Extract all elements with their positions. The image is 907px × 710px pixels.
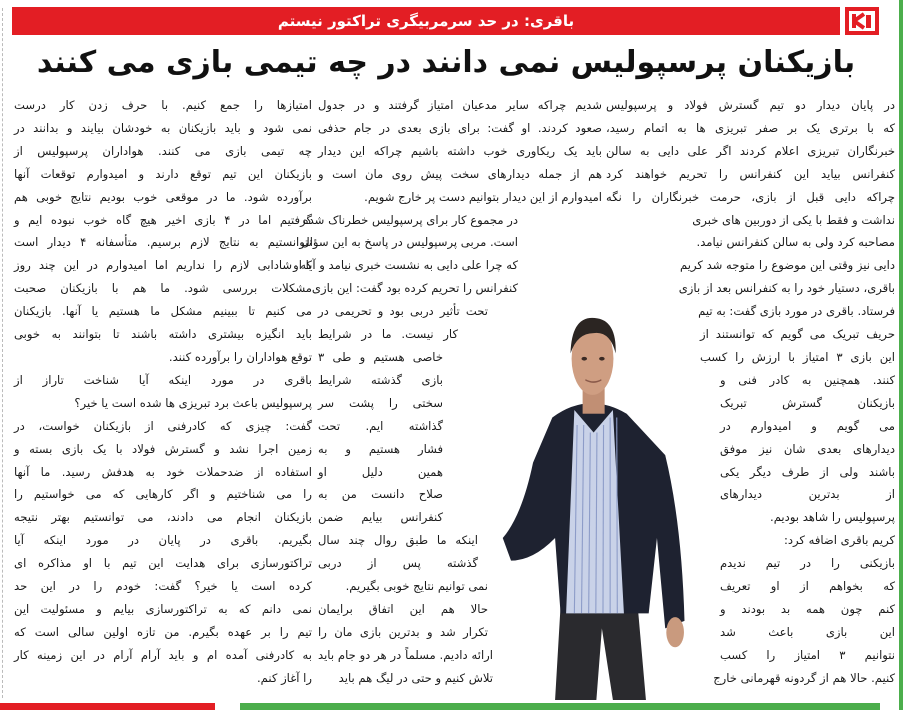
article-text-line: کار نیست. ما در شرایط (318, 327, 458, 342)
article-text-line: فشار هستیم و به (318, 441, 443, 456)
article-text-line: باشند ولی از طرف دیگر یکی (720, 464, 895, 479)
article-photo-coach (500, 312, 690, 700)
article-text-line: می کنیم تا ببینیم مشکل ما هستیم یا آنها. بازیکنان (14, 304, 312, 319)
section-color-bar (899, 0, 903, 710)
article-text-line: که چرا علی دایی به نشست خبری نیامد و آیا او (293, 258, 518, 273)
article-text-line: هم از جمله دیدارهای سخت پیش روی مان است و (318, 166, 602, 181)
article-text-line: تلاش کنیم و حتی در لیگ هم باید (338, 670, 493, 685)
article-text-line: استفاده از ضدحملات خود به هدفش رسید. ما آنها (14, 464, 312, 479)
article-text-line: باقری در مورد اینکه آیا شناخت تاراز از (14, 372, 312, 387)
article-text-line: گفت: چیزی که کادرفنی از بازیکنان خواست، در (14, 418, 312, 433)
page-border (2, 8, 3, 698)
article-text-line: نمی توانیم نتایج خوبی بگیریم. (345, 579, 488, 594)
article-text-line: پرسپولیس باعث برد تبریزی ها شده است یا خیر؟ (74, 395, 312, 410)
article-text-line: برآورده شود. ما در موقعی خوب بودیم نتایج خوبی هم (14, 189, 312, 204)
article-text-line: کنند. همچنین به کادر فنی و (720, 372, 895, 387)
newspaper-logo-icon (845, 7, 879, 35)
article-text-line: از بدترین دیدارهای (720, 487, 895, 502)
article-text-line: کرده است یا خیر؟ گفت: خودم را در این حد (14, 579, 312, 594)
article-text-line: این بازی ۳ امتیاز با ارزش را کسب (700, 349, 895, 364)
article-text-line: بازیکنی را در تیم ندیدم (720, 556, 895, 571)
article-text-line: بگیریم. باقری در پایان در مورد اینکه آیا (14, 533, 312, 548)
article-text-line: کنم چون همه بد بودند و (720, 601, 895, 616)
article-text-line: توقع هواداران را برآورده کنند. (168, 349, 312, 364)
article-text-line: بازیکنان این تیم توقع دارند و امیدوارم توقعات آنها (14, 166, 312, 181)
article-text-line: بازیکنان گسترش تبریک (720, 395, 895, 410)
article-text-line: باید انگیزه بیشتری داشته باشند تا بتوانند به خوبی (14, 327, 312, 342)
article-headline: بازیکنان پرسپولیس نمی دانند در چه تیمی بازی می کنند (36, 45, 856, 80)
article-text-line: نتوانیم ۳ امتیاز را کسب (720, 647, 896, 662)
article-text-line: پرسپولیس را شاهد بودیم. (770, 510, 895, 525)
article-text-line: بازیکنان انجام می دادند، می توانستیم بهتر نتیجه (14, 510, 312, 525)
article-text-line: بازی گذشته شرایط (318, 372, 443, 387)
article-kicker: باقری: در حد سرمربیگری تراکتور نیستم (12, 7, 840, 35)
article-text-line: صعود کردند. او گفت: برای بازی بعدی در جام حذفی (318, 120, 602, 135)
article-text-line: در پایان دیدار دو تیم گسترش فولاد و پرسپولیس (606, 98, 895, 112)
article-text-line: خبرنگاران تبریزی اعلام کردند اگر علی دایی به سالن (606, 143, 895, 158)
article-text-line: باقری، دستیار خود را به کنفرانس بعد از بازی (678, 281, 895, 296)
article-text-line: ارائه دادیم. مسلماً در هر دو جام باید (318, 647, 493, 662)
next-article-bar-red (0, 703, 215, 710)
article-text-line: حالا هم این اتفاق برایمان (318, 601, 488, 616)
article-text-line: امیدوارم از این دیدار بتوانیم دست پر خارج شویم. (364, 189, 602, 204)
article-text-line: زمین اجرا نشد و گسترش فولاد با یک بازی بسته و (14, 441, 312, 456)
article-text-line: که با برتری یک بر صفر تبریزی ها به اتمام رسید، (606, 120, 895, 135)
article-text-line: دایی نیز وقتی این موضوع را متوجه شد کریم (680, 258, 895, 273)
article-text-line: خاصی هستیم و طی ۳ (318, 349, 443, 364)
article-text-line: تحت تأثیر دربی بود و تحریمی در (318, 304, 488, 319)
article-text-line: اینکه ما طبق روال چند سال (318, 533, 478, 548)
article-text-line: تیم را بر عهده بگیرم. من تازه اولین سالی است که (14, 624, 312, 639)
article-text-line: صلاح دانست من به (318, 487, 443, 502)
article-text-line: را می شناختیم و اگر کارهایی که می خواستیم را (14, 487, 312, 502)
article-text-line: این بازی باعث شد (720, 624, 895, 639)
article-text-line: تکرار شد و بدترین بازی مان را (318, 624, 488, 639)
article-text-line: به کادرفنی آمده ام و باید آرام آرام در این زمینه کار (14, 647, 312, 662)
article-text-line: کنیم. حالا هم از گردونه قهرمانی خارج (713, 670, 895, 685)
article-text-line: است. مربی پرسپولیس در پاسخ به این سؤال (301, 235, 518, 250)
article-text-line: می گویم و امیدوارم در (720, 418, 895, 433)
article-text-line: چه تیمی بازی می کنند. هواداران پرسپولیس از (14, 143, 312, 158)
article-text-line: کریم باقری اضافه کرد: (783, 533, 895, 548)
article-text-line: امتیازها را جمع کنیم. با حرف زدن کار درست (14, 98, 312, 112)
article-text-line: شدیم چراکه سایر مدعیان امتیاز گرفتند و در جدول (318, 98, 602, 112)
article-text-line: نمی شود و باید بازیکنان به خودشان بیایند و بدانند در (14, 120, 312, 135)
article-text-line: که شادابی لازم را نداریم اما امیدوارم در این چند روز (14, 258, 312, 273)
article-text-line: همین دلیل او (318, 464, 443, 479)
article-text-line: سختی را پشت سر (318, 395, 443, 410)
article-text-line: را آغاز کنم. (256, 670, 312, 685)
article-text-line: کنفرانس را تحریم کرده بود گفت: این بازی (311, 281, 518, 296)
article-text-line: باید یک ریکاوری خوب داشته باشیم چراکه این دیدار (318, 143, 602, 158)
article-text-line: نتوانستیم به نتایج لازم برسیم. متأسفانه ۴ دیدار است (14, 235, 312, 250)
article-text-line: گذاشته ایم. تحت (318, 418, 443, 433)
article-text-line: تراکتورسازی برای هدایت این تیم با او مذاکره ای (14, 556, 312, 571)
article-text-line: در مجموع کار برای پرسپولیس خطرناک شده (302, 212, 518, 227)
article-text-line: چراکه دایی قبل از بازی، حرمت خبرنگاران را نگه (606, 189, 895, 204)
article-text-line: گذشته پس از دربی (318, 556, 478, 571)
article-text-line: گرفتیم اما در ۴ بازی اخیر هیچ گاه خوب نبوده ایم و (14, 212, 312, 227)
article-text-line: کنفرانس بیایم ضمن (318, 510, 443, 525)
article-text-line: مصاحبه کرد ولی به سالن کنفرانس نیامد. (696, 235, 895, 250)
article-column-left (14, 94, 312, 690)
next-article-bar-green (240, 703, 880, 710)
article-text-line: فرستاد. باقری در مورد بازی گفت: به تیم (698, 304, 895, 319)
article-text-line: دیدارهای بعدی شان نیز موفق (720, 441, 895, 456)
article-text-line: کنفرانس بیاید این کنفرانس را تحریم خواهند کرد (606, 166, 895, 181)
article-text-line: مشکلات بررسی شود. ما هم با بازیکنان صحبت (14, 281, 312, 296)
article-text-line: نمی دانم که به تراکتورسازی بیایم و مسئولیت این (14, 601, 312, 616)
article-text-line: که بخواهم از او تعریف (720, 579, 895, 594)
article-text-line: نداشت و فقط با یکی از دوربین های خبری (692, 212, 895, 227)
article-text-line: حریف تبریک می گویم که توانستند از (700, 327, 895, 342)
